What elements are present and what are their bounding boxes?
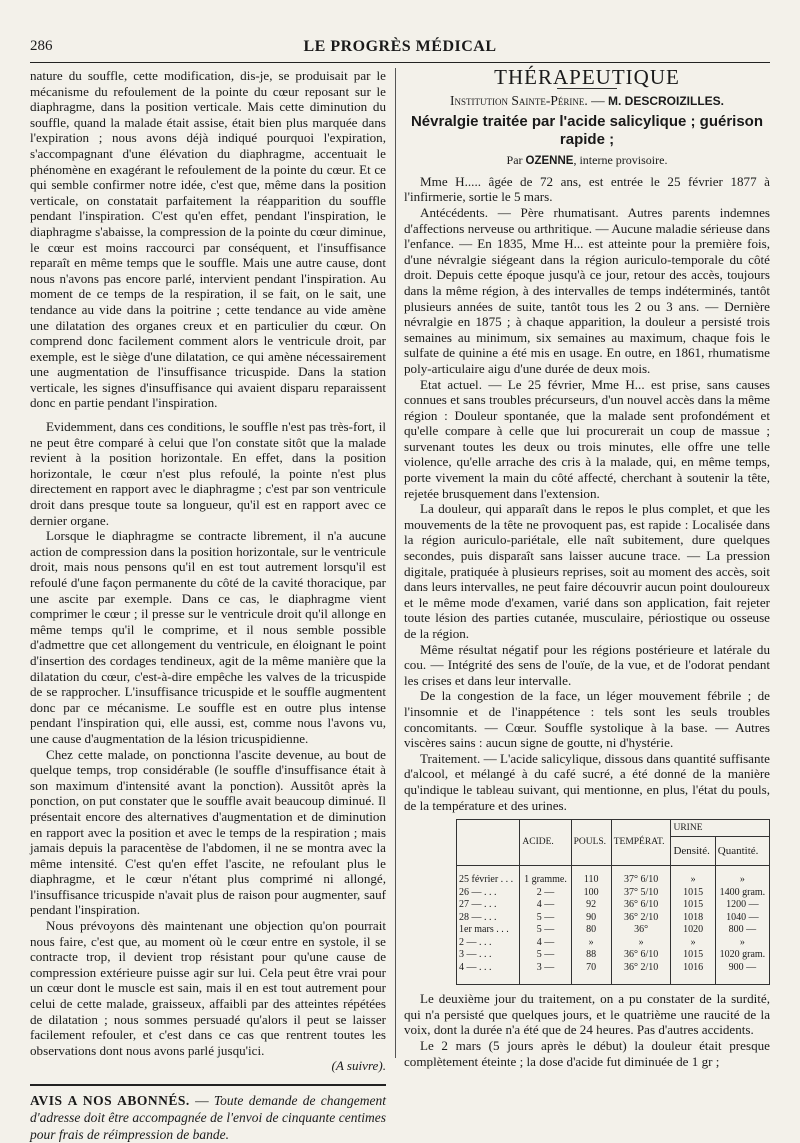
table-cell-acide: 3 — (520, 962, 571, 985)
table-cell-pouls: 100 (571, 887, 611, 900)
table-cell-quantite: 800 — (715, 924, 769, 937)
journal-title: LE PROGRÈS MÉDICAL (303, 38, 497, 55)
header-quantite: Quantité. (715, 837, 769, 866)
table-cell-quantite: » (715, 937, 769, 950)
table-cell-date: 1er mars . . . (457, 924, 520, 937)
table-row (457, 949, 770, 962)
table-row (457, 924, 770, 937)
table-cell-densite: 1020 (671, 924, 715, 937)
header-acide: ACIDE. (520, 820, 571, 866)
table-cell-quantite: 1020 gram. (715, 949, 769, 962)
notice-text: Toute demande de changement d'adresse doit être accompagnée de l'envoi de cinquante centimes pour frais de réimpression de bande. (30, 1093, 386, 1142)
left-paragraph-3: Lorsque le diaphragme se contracte librement, il n'a aucune action de compression dans la position horizontale, sur le ventricule droit, mais nous pensons qu'il en est tout autrement lorsqu'il est refoulé d'une façon permanente du côté de la cavité thoracique, par une ascite par exemple. Dans ce cas, le diaphragme vient comprimer le cœur ; il presse sur le ventricule droit qu'il allonge en même temps qu'il le comprime, et il nous semble possible d'admettre que cet allongement du ventricule, en éloignant le point d'insertion des cordages tendineux, agit de la même manière que la dilatation du cœur, c'est-à-dire empêche les valves de la tricuspide de se rapprocher. L'insuffisance tricuspide et le souffle augmentent donc par ce mécanisme. Le souffle est en outre plus intense pendant l'inspiration qui, elle aussi, est, comme nous l'avons vu, une cause d'augmentation de la lésion tricuspidienne. (30, 528, 386, 746)
table-cell-temp: 36° 2/10 (611, 962, 671, 985)
table-cell-densite: 1015 (671, 887, 715, 900)
right-paragraph-5: Même résultat négatif pour les régions postérieure et latérale du cou. — Intégrité des sens de l'ouïe, de la vue, et de l'odorat pendant les crises et dans leur intervalle. (404, 641, 770, 688)
treatment-table-wrap (456, 819, 770, 985)
table-cell-densite: 1016 (671, 962, 715, 985)
table-cell-quantite: 1040 — (715, 912, 769, 925)
right-paragraph-7: Traitement. — L'acide salicylique, dissous dans quantité suffisante d'alcool, et mélangé à du café sucré, a été donné de la manière qu'indique le tableau suivant, qui mentionne, en plus, l'état du pouls, de la température et des urines. (404, 750, 770, 813)
right-paragraph-4: La douleur, qui apparaît dans le repos le plus complet, et que les mouvements de la tête ne provoquent pas, est rapide : Localisée dans la région auriculo-pariétale, elle naît subitement, dure quelques secondes, puis disparaît sans laisser aucune trace. — La pression digitale, pratiquée à plusieurs reprises, soit au moment des accès, soit dans leurs intervalles, ne peut faire découvrir aucun point douloureux et le même mode d'examen, varié dans son application, fait rejeter toute lésion des parties cutanée, musculaire, périostique ou osseuse de la région. (404, 501, 770, 641)
table-cell-temp: » (611, 937, 671, 950)
author-name: OZENNE (525, 155, 574, 168)
table-row (457, 899, 770, 912)
table-cell-date: 2 — . . . (457, 937, 520, 950)
table-cell-acide: 5 — (520, 924, 571, 937)
table-cell-densite: 1015 (671, 949, 715, 962)
table-cell-pouls: 110 (571, 866, 611, 887)
subscriber-notice: AVIS A NOS ABONNÉS. — Toute demande de changement d'adresse doit être accompagnée de l'envoi de cinquante centimes pour frais de réimpression de bande. (30, 1084, 386, 1143)
treatment-table-body (457, 866, 770, 985)
right-column (404, 65, 770, 1069)
table-cell-date: 27 — . . . (457, 899, 520, 912)
header-pouls: POULS. (571, 820, 611, 866)
doctor-name: M. DESCROIZILLES. (607, 93, 724, 108)
table-cell-date: 4 — . . . (457, 962, 520, 985)
left-paragraph-1: nature du souffle, cette modification, dis-je, se produisait par le mécanisme du refoulement de la pointe du cœur reposant sur le diaphragme, dans la position verticale. Mais cette diminution du souffle, quand la malade était assise, était bien plus marquée dans l'expiration ; nous avons déjà indiqué pourquoi l'expiration, s'accompagnant d'une élévation du diaphragme, accentuait le phénomène en exagérant le refoulement de la pointe du cœur. Et ce qui semble confirmer notre idée, c'est que, même dans la position verticale, on constatait parfaitement la réapparition du souffle pendant l'inspiration. C'est qu'en effet, pendant l'inspiration, le diaphragme s'abaisse, la compression de la pointe du cœur diminue, le cœur est moins raccourci par conséquent, et l'insuffisance reparaît en même temps que le souffle. Mais une autre cause, dont nous n'avons pas encore parlé, intervient pendant l'inspiration. Au moment de ce temps de la respiration, il se fait, on le sait, une tendance au vide dans la poitrine ; cette tendance au vide amène une dilatation des organes creux et en particulier du cœur. On comprend donc facilement comment alors le ventricule droit, par exemple, est le siège d'une dilatation, ce qui amène nécessairement une augmentation de l'insuffisance tricuspide. Dans la station verticale, les signes d'insuffisance qui avaient disparu reparaissent donc en partie pendant l'inspiration. (30, 68, 386, 411)
article-title: Névralgie traitée par l'acide salicylique ; guérison rapide ; (410, 113, 764, 149)
page-number: 286 (30, 38, 53, 54)
table-row (457, 962, 770, 985)
table-row (457, 866, 770, 887)
right-paragraph-3: Etat actuel. — Le 25 février, Mme H... est prise, sans causes connues et sans troubles précurseurs, d'un nouvel accès dans la même région : Douleur spontanée, que la malade sent profondément et qu'elle compare à celle que lui procurerait un coup de massue ; survenant toutes les deux ou trois minutes, elle offre une telle violence, qu'elle arrache des cris à la malade, qui, en même temps, porte vivement la main du côté affecté, cherchant à soutenir la tête, rejetée brusquement dans l'extension. (404, 376, 770, 501)
table-cell-acide: 2 — (520, 887, 571, 900)
table-cell-temp: 36° 6/10 (611, 899, 671, 912)
table-cell-densite: » (671, 937, 715, 950)
institution-name: Institution Sainte-Périne. (450, 92, 588, 108)
table-cell-temp: 37° 5/10 (611, 887, 671, 900)
to-be-continued: (A suivre). (331, 1058, 386, 1074)
section-title: THÉRAPEUTIQUE (494, 65, 680, 89)
table-cell-pouls: 90 (571, 912, 611, 925)
left-column (30, 68, 386, 1143)
table-cell-date: 25 février . . . (457, 866, 520, 887)
header-temperature: TEMPÉRAT. (611, 820, 671, 866)
left-paragraph-2: Evidemment, dans ces conditions, le souffle n'est pas très-fort, il ne peut être comparé à celui que l'on constate sitôt que la malade revient à la position horizontale. En effet, dans la position horizontale, le cœur n'est plus refoulé, la pointe n'est plus directement en rapport avec le diaphragme ; c'est par son ventricule droit dans presque toute sa longueur, qu'il est en rapport avec ce dernier organe. (30, 419, 386, 528)
right-paragraph-9: Le 2 mars (5 jours après le début) la douleur était presque complètement éteinte ; la dose d'acide fut diminuée de 1 gr ; (404, 1037, 770, 1069)
table-cell-quantite: 900 — (715, 962, 769, 985)
left-paragraph-4: Chez cette malade, on ponctionna l'ascite devenue, au bout de quelque temps, trop considérable (le souffle d'insuffisance était à son maximum d'intensité avant la ponction). Aussitôt après la ponction, on put constater que le souffle avait beaucoup diminué. Il présentait encore des alternatives d'augmentation et de diminution en rapport avec la position et avec le temps de la respiration ; mais jamais depuis la paracentèse de l'abdomen, il ne se montra avec la même intensité. C'est qu'en effet l'ascite, ne refoulant plus le diaphragme, et le cœur n'étant plus comprimé ni allongé, l'insuffisance tricuspide n'avait plus de raison pour augmenter, sauf pendant l'inspiration. (30, 746, 386, 918)
left-paragraph-5: Nous prévoyons dès maintenant une objection qu'on pourrait nous faire, c'est que, au moment où le cœur entre en systole, il se contracte trop, il devient trop résistant pour qu'une cause de compression extérieure puisse agir sur lui. Cela peut être vrai pour un cœur dont le muscle est sain, mais il en est tout autrement pour celui de cette malade, graisseux, affaibli par des atteintes répétées de dilatation ; nous sommes persuadé qu'alors il peut se laisser facilement refouler, et c'est dans ce cas que rentrent toutes les observations dont nous avons parlé jusqu'ici. (30, 918, 386, 1058)
table-cell-temp: 37° 6/10 (611, 866, 671, 887)
table-cell-quantite: 1200 — (715, 899, 769, 912)
table-cell-densite: 1018 (671, 912, 715, 925)
header-date (457, 820, 520, 866)
notice-title: AVIS A NOS ABONNÉS. (30, 1093, 190, 1108)
table-cell-temp: 36° (611, 924, 671, 937)
table-cell-acide: 4 — (520, 899, 571, 912)
header-rule (30, 62, 770, 63)
table-cell-temp: 36° 6/10 (611, 949, 671, 962)
column-divider (395, 68, 396, 1058)
table-cell-temp: 36° 2/10 (611, 912, 671, 925)
table-cell-quantite: » (715, 866, 769, 887)
table-cell-date: 26 — . . . (457, 887, 520, 900)
institution-line: Institution Sainte-Périne. — M. DESCROIZILLES. (450, 92, 724, 108)
table-cell-pouls: » (571, 937, 611, 950)
right-paragraph-8: Le deuxième jour du traitement, on a pu constater de la surdité, qui n'a persisté que quelques jours, et le quatrième une raucité de la voix, dont la durée n'a été que de 24 heures. Pas d'autres accidents. (404, 991, 770, 1038)
table-cell-acide: 5 — (520, 949, 571, 962)
table-cell-acide: 5 — (520, 912, 571, 925)
table-row (457, 887, 770, 900)
table-row (457, 937, 770, 950)
table-cell-pouls: 70 (571, 962, 611, 985)
table-cell-date: 28 — . . . (457, 912, 520, 925)
right-paragraph-2: Antécédents. — Père rhumatisant. Autres parents indemnes d'affections nerveuse ou arthritique. — Aucune maladie sérieuse dans l'enfance. — En 1835, Mme H... est atteinte pour la première fois, d'une névralgie siégeant dans la région auriculo-temporale du côté droit. Depuis cette époque jusqu'à ce jour, retour des accès, toujours dans la même région, à des intervalles de temps indéterminés, tantôt plusieurs années de suite, tantôt tous les 2 ou 3 ans. — Dernière névralgie en 1875 ; à chaque apparition, la douleur a persisté trois semaines au minimum, six semaines au maximum, chaque fois le sulfate de quinine a été mis en usage. En outre, en 1861, rhumatisme poly-articulaire aigu d'une durée de deux mois. (404, 204, 770, 376)
table-cell-pouls: 80 (571, 924, 611, 937)
right-paragraph-6: De la congestion de la face, un léger mouvement fébrile ; de l'insomnie et de l'inappétence : tels sont les seuls troubles concomitants. — Cœur. Souffle systolique à la base. — Autres viscères sains : aucun signe de goutte, ni d'hystérie. (404, 688, 770, 751)
table-cell-quantite: 1400 gram. (715, 887, 769, 900)
table-cell-acide: 4 — (520, 937, 571, 950)
table-cell-date: 3 — . . . (457, 949, 520, 962)
right-paragraph-1: Mme H..... âgée de 72 ans, est entrée le 25 février 1877 à l'infirmerie, sortie le 5 mars. (404, 173, 770, 205)
table-cell-pouls: 92 (571, 899, 611, 912)
page-header (30, 38, 770, 62)
byline: Par OZENNE, interne provisoire. (506, 153, 668, 168)
treatment-table (456, 819, 770, 985)
header-urine: URINE (671, 820, 770, 837)
table-cell-acide: 1 gramme. (520, 866, 571, 887)
header-densite: Densité. (671, 837, 715, 866)
table-cell-densite: 1015 (671, 899, 715, 912)
table-cell-densite: » (671, 866, 715, 887)
table-row (457, 912, 770, 925)
table-cell-pouls: 88 (571, 949, 611, 962)
